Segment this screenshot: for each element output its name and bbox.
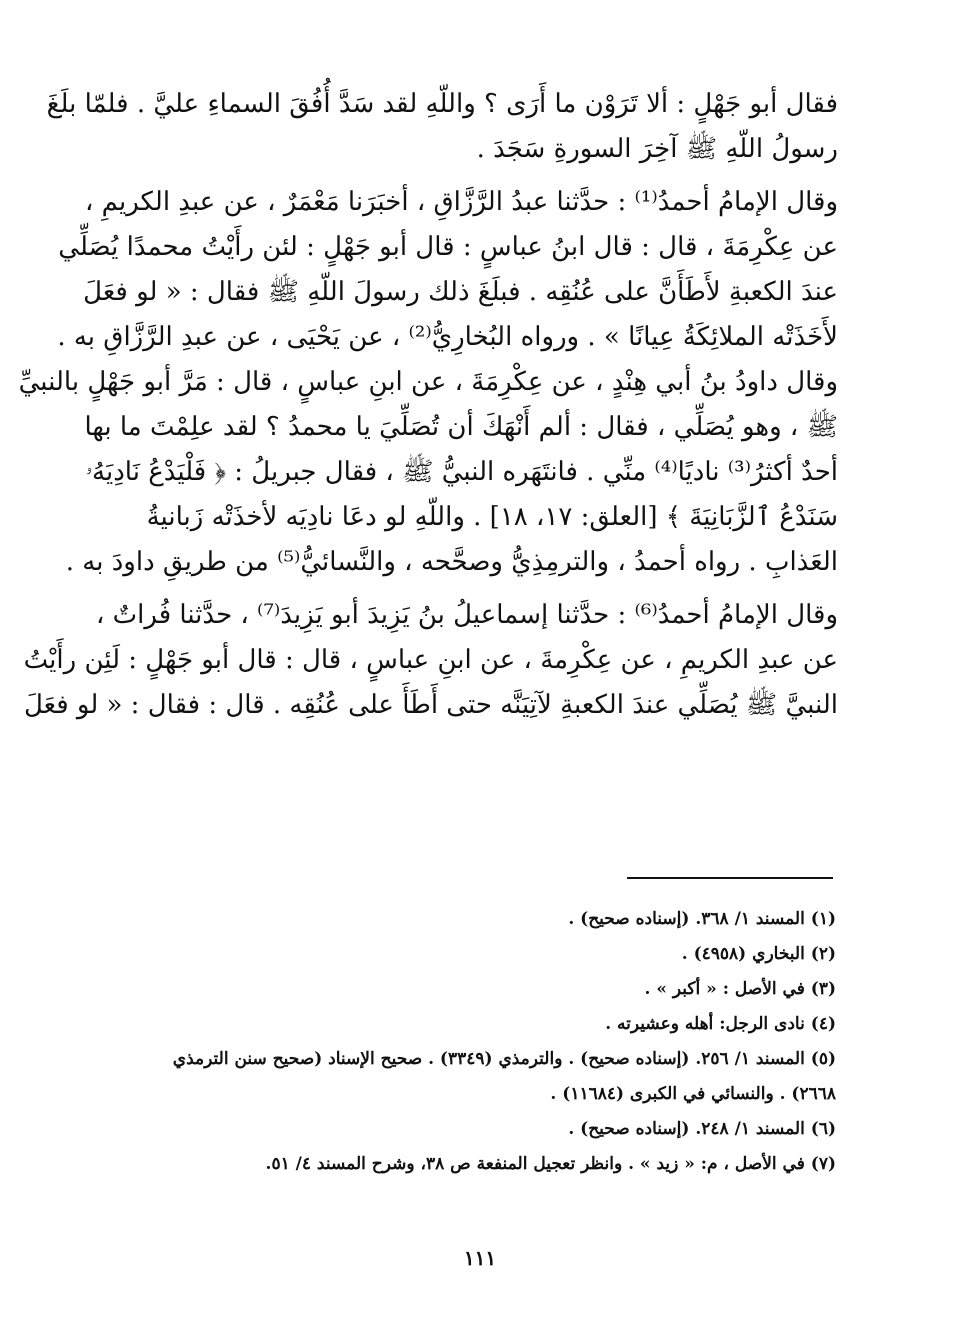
text-line: وقال الإمامُ أحمدُ⁽¹⁾ : حدَّثنا عبدُ الرَّزَّاقِ ، أخبَرَنا مَعْمَرٌ ، عن عبدِ الكريمِ ، xyxy=(85,187,838,217)
footnote-divider xyxy=(627,877,833,879)
text-line: وقال داودُ بنُ أبي هِنْدٍ ، عن عِكْرِمَةَ ، عن ابنِ عباسٍ ، قال : مَرَّ أبو جَهْلٍ بالنبيِّ xyxy=(18,367,838,397)
text-line: عن عبدِ الكريمِ ، عن عِكْرِمةَ ، عن ابنِ عباسٍ ، قال : قال أبو جَهْلٍ : لَئِن رأَيْتُ xyxy=(23,645,838,675)
text-line: سَنَدْعُ ٱلزَّبَانِيَةَ ﴾ [العلق: ١٧، ١٨] . واللّهِ لو دعَا نادِيَه لأخذَتْه زَبانيةُ xyxy=(146,502,838,532)
text-line: النبيَّ ﷺ يُصَلِّي عندَ الكعبةِ لآتِيَنَّه حتى أَطَأَ على عُنُقِه . قال : فقال : « لو فعَلَ xyxy=(23,690,838,720)
footnote: (٣) في الأصل : « أكبر » . xyxy=(644,979,836,999)
text-line: عندَ الكعبةِ لأَطَأَنَّ على عُنُقِه . فبلَغَ ذلك رسولَ اللّهِ ﷺ فقال : « لو فعَلَ xyxy=(83,277,838,307)
footnote: (١) المسند ١/ ٣٦٨. (إسناده صحيح) . xyxy=(568,909,836,929)
footnote: (٦) المسند ١/ ٢٤٨. (إسناده صحيح) . xyxy=(568,1119,836,1139)
page-number: ١١١ xyxy=(463,1246,497,1270)
footnote: ٢٦٦٨) . والنسائي في الكبرى (١١٦٨٤) . xyxy=(550,1084,836,1104)
footnotes xyxy=(124,902,836,1182)
footnote: (٥) المسند ١/ ٢٥٦. (إسناده صحيح) . والترمذي (٣٣٤٩) . صحيح الإسناد (صحيح سنن الترمذي xyxy=(172,1049,836,1069)
footnote: (٧) في الأصل ، م: « زيد » . وانظر تعجيل المنفعة ص ٣٨، وشرح المسند ٤/ ٥١. xyxy=(265,1154,836,1174)
footnote: (٢) البخاري (٤٩٥٨) . xyxy=(681,944,836,964)
text-line: لأَخَذَتْه الملائِكَةُ عِيانًا » . ورواه البُخارِيُّ⁽²⁾ ، عن يَحْيَى ، عن عبدِ الرَّزَّاقِ به . xyxy=(57,322,838,352)
text-line: رسولُ اللّهِ ﷺ آخِرَ السورةِ سَجَدَ . xyxy=(476,134,838,164)
text-line: عن عِكْرِمَةَ ، قال : قال ابنُ عباسٍ : قال أبو جَهْلٍ : لئن رأَيْتُ محمدًا يُصَلِّي xyxy=(58,232,838,262)
text-line: ﷺ ، وهو يُصَلِّي ، فقال : ألم أَنْهَكَ أن تُصَلِّيَ يا محمدُ ؟ لقد علِمْتَ ما بها xyxy=(84,412,838,442)
main-text xyxy=(18,82,838,728)
text-line: وقال الإمامُ أحمدُ⁽⁶⁾ : حدَّثنا إسماعيلُ بنُ يَزِيدَ أبو يَزِيدَ⁽⁷⁾ ، حدَّثنا فُراتٌ ، xyxy=(96,600,838,630)
text-line: العَذابِ . رواه أحمدُ ، والترمِذِيُّ وصحَّحه ، والنَّسائيُّ⁽⁵⁾ من طريقِ داودَ به . xyxy=(65,547,838,577)
text-line: فقال أبو جَهْلٍ : ألا تَرَوْن ما أَرَى ؟ واللّهِ لقد سَدَّ أُفُقَ السماءِ عليَّ . فلمّا بلَغَ xyxy=(46,89,838,119)
text-line: أحدٌ أكثرُ⁽³⁾ ناديًا⁽⁴⁾ منِّي . فانتَهَره النبيُّ ﷺ ، فقال جبريلُ : ﴿ فَلْيَدْعُ نَادِيَهُۥ xyxy=(85,457,838,487)
footnote: (٤) نادى الرجل: أهله وعشيرته . xyxy=(605,1014,836,1034)
